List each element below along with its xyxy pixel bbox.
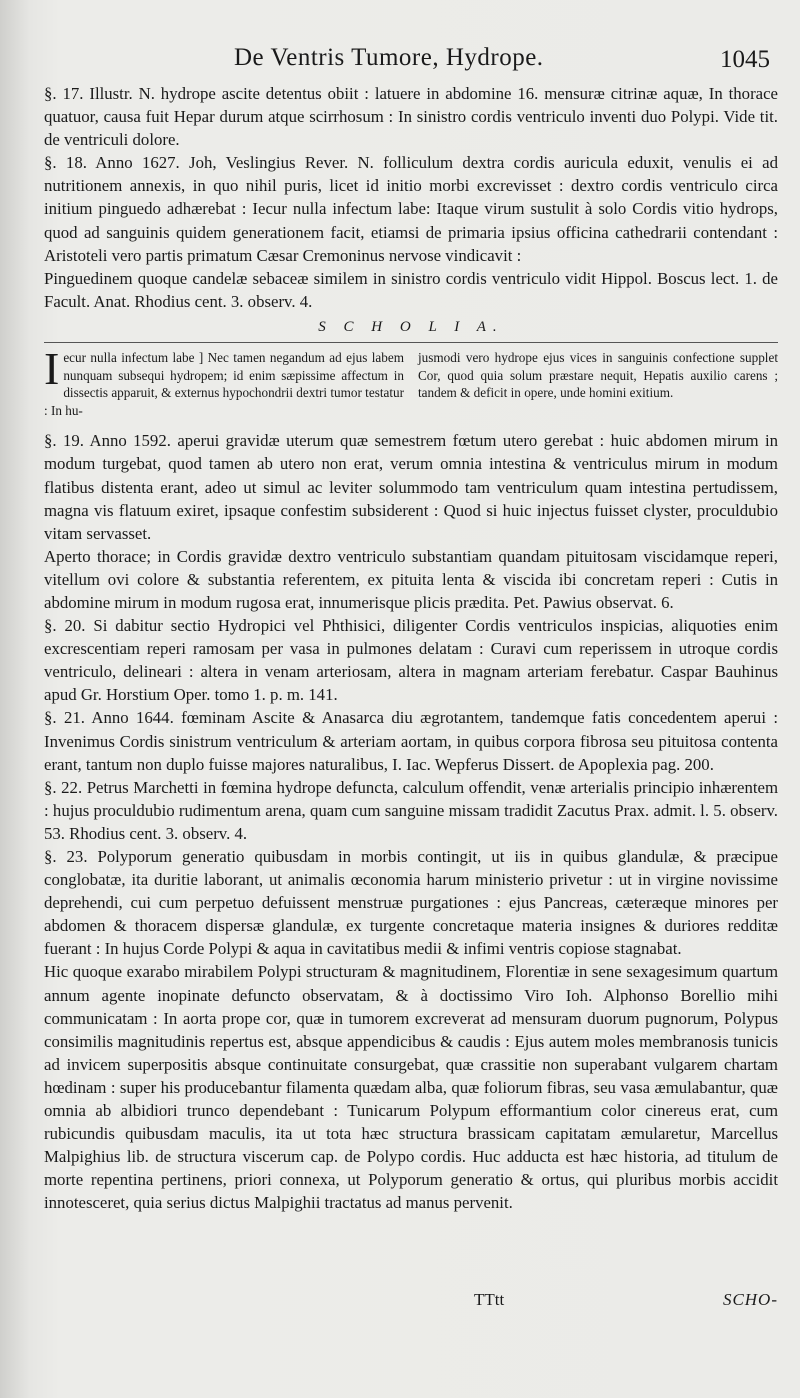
- paragraph: §. 22. Petrus Marchetti in fœmina hydrope defuncta, calculum offendit, venæ arterialis principio inhærentem : hujus proculdubio rudimentum arena, quam cum sanguine missam tradidit Zacutus Prax. admit. l. 5. observ. 53. Rhodius cent. 3. observ. 4.: [44, 777, 778, 843]
- paragraph: §. 23. Polyporum generatio quibusdam in morbis contingit, ut iis in quibus glandulæ, & præcipue conglobatæ, ita duritie laborant, ut animalis œconomia harum ministerio privetur : ut in virgine novissime deprehendi, cui cum perpetuo defuissent menstruæ purgationes : ejus Pancreas, cæteræque minores per abdomen & thoracem dispersæ glandulæ, ex turgente concretaque materia insignes & duriores redditæ fuerant : In hujus Corde Polypi & aqua in cavitatibus medii & infimi ventris copiose stagnabat.: [44, 847, 778, 959]
- scholia-left-text: ecur nulla infectum labe ] Nec tamen negandum ad ejus labem nunquam subsequi hydropem; id enim sæpissime affectum in dissectis apparuit, & externus hypochondrii dextri tumor testatur : In hu-: [44, 349, 404, 418]
- page-header: [44, 44, 778, 80]
- scholia-left-column: [44, 342, 404, 419]
- paragraph: §. 21. Anno 1644. fœminam Ascite & Anasarca diu ægrotantem, tandemque fatis concedentem aperui : Invenimus Cordis sinistrum ventriculum & arteriam aortam, in quibus corpora fibrosa seu pituitosa contenta erant, tantum non duplo fuisse majores naturalibus, I. Iac. Wepferus Dissert. de Apoplexia pag. 200.: [44, 708, 778, 774]
- paragraph: §. 18. Anno 1627. Joh, Veslingius Rever. N. folliculum dextra cordis auricula eduxit, venulis ei ad nutritionem annexis, in quo nihil puris, licet id initio morbi excrevisset : dextro cordis ventriculo circa initium pinguedo adhærebat : Iecur nulla infectum labe: Itaque virum sustulit à solo Cordis vitio hydrops, quod ad sanguinis quidem generationem facit, etiamsi de primaria ipsius officina cathedrarii contendant : Aristoteli vero partis primatum Cæsar Cremoninus nervose vindicavit :: [44, 153, 778, 265]
- paragraph: §. 17. Illustr. N. hydrope ascite detentus obiit : latuere in abdomine 16. mensuræ citrinæ aquæ, In thorace quatuor, causa fuit Hepar durum atque scirrhosum : In sinistro cordis ventriculo inventi duo Polypi. Vide tit. de ventriculi dolore.: [44, 84, 778, 150]
- paragraph: Aperto thorace; in Cordis gravidæ dextro ventriculo substantiam quandam pituitosam viscidamque reperi, vitellum ovi colore & substantia referentem, ex pituita lenta & viscida ibi concretam reperi : Cutis in abdomine mirum in modum rugosa erat, innumerisque plicis prædita. Pet. Pawius observat. 6.: [44, 546, 778, 612]
- paragraph: §. 20. Si dabitur sectio Hydropici vel Phthisici, diligenter Cordis ventriculos inspicias, aliquoties enim excrescentiam reperi ramosam per vasa in pulmones delatam : Curavi cum reperissem in utroque cordis ventriculo, delineari : altera in venam arteriosam, altera in magnam arteriam ferebatur. Caspar Bauhinus apud Gr. Horstium Oper. tomo 1. p. m. 141.: [44, 616, 778, 705]
- scholia-columns: [44, 342, 778, 419]
- page-content: [44, 82, 778, 1215]
- scholia-right-column: [418, 349, 778, 419]
- page-footer: [44, 1290, 778, 1318]
- scholia-right-text: jusmodi vero hydrope ejus vices in sanguinis confectione supplet Cor, quod quia solum præstare nequit, Hepatis auxilio carens ; tandem & deficit in opere, unde homini exitium.: [418, 349, 778, 401]
- catchword: SCHO-: [722, 1290, 778, 1309]
- signature-mark: TTtt: [474, 1290, 505, 1309]
- page-number: 1045: [720, 46, 770, 73]
- paragraph: Pinguedinem quoque candelæ sebaceæ similem in sinistro cordis ventriculo vidit Hippol. Boscus lect. 1. de Facult. Anat. Rhodius cent. 3. observ. 4.: [44, 268, 778, 311]
- drop-capital: I: [44, 342, 60, 394]
- running-head: De Ventris Tumore, Hydrope.: [234, 44, 544, 71]
- scholia-heading: S C H O L I A.: [318, 318, 504, 335]
- paragraph: §. 19. Anno 1592. aperui gravidæ uterum quæ semestrem fœtum utero gerebat : huic abdomen mirum in modum turgebat, quod tamen ab utero non erat, verum omnia intestina & ventriculus mirum in modum flatibus distenta erant, adeo ut simul ac leviter solummodo tam ventriculum quam intestina pertudissem, magna vis flatuum exiret, ipsaque confestim subsiderent : Quod si huic injectus fuisset clyster, proculdubio vitam servasset.: [44, 431, 778, 543]
- paragraph: Hic quoque exarabo mirabilem Polypi structuram & magnitudinem, Florentiæ in sene sexagesimum quartum annum agente inopinate defuncto observatam, & à doctissimo Viro Ioh. Alphonso Borellio mihi communicatam : In aorta prope cor, quæ in tumorem excreverat ad mensuram duorum pugnorum, Polypus consimilis magnitudinis repertus est, absque appendicibus & caudis : Ejus autem moles membranosis tunicis ad invicem superpositis absque continuitate consurgebat, quæ crassitie non superabant vulgarem chartam hœdinam : super his producebantur filamenta quædam alba, quæ foliorum fibras, seu vasa æmulabantur, quæ omnia ab albidiori trunco dependebant : Tunicarum Polypum efformantium color cinereus erat, cum rubicundis quibusdam maculis, ita ut tota hæc structura brassicam capitatam æmularetur, Marcellus Malpighius lib. de structura viscerum cap. de Polypo cordis. Huc adducta est hæc historia, ad titulum de morte repentina pertinens, priori connexa, ut Polyporum generatio & ortus, qui pluribus morbis accidit innotesceret, quia serius dictus Malpighii tractatus ad manus pervenit.: [44, 962, 778, 1213]
